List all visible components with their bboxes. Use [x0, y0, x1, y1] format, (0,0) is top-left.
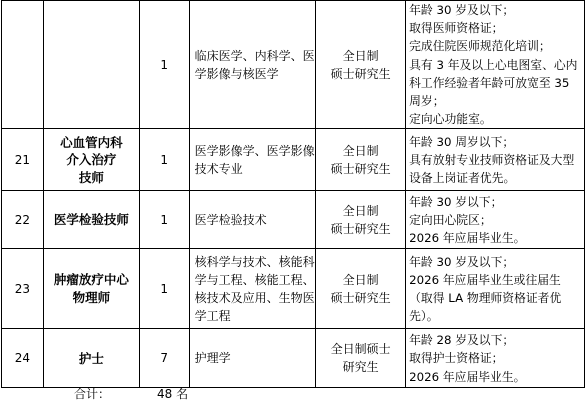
- major-cell: 医学检验技术: [189, 191, 316, 249]
- row-index-cell: [2, 1, 44, 129]
- row-index-cell: 24: [2, 329, 44, 388]
- table-row: [2, 1, 585, 129]
- total-value: 48 名: [157, 387, 189, 401]
- count-cell: 1: [139, 129, 189, 191]
- position-cell: 肿瘤放疗中心 物理师: [43, 249, 139, 329]
- count-cell: 1: [139, 1, 189, 129]
- position-cell: 医学检验技师: [43, 191, 139, 249]
- table-row: [2, 249, 585, 329]
- total-label: 合计：: [74, 387, 111, 401]
- position-cell: 心血管内科 介入治疗 技师: [43, 129, 139, 191]
- requirements-cell: 年龄 30 岁及以下； 2026 年应届毕业生或往届生（取得 LA 物理师资格证者优先）。: [406, 249, 585, 329]
- education-cell: 全日制 硕士研究生: [316, 191, 406, 249]
- row-index-cell: 21: [2, 129, 44, 191]
- recruitment-table: [1, 0, 585, 388]
- row-index-cell: 23: [2, 249, 44, 329]
- position-cell: [43, 1, 139, 129]
- education-cell: 全日制硕士 研究生: [316, 329, 406, 388]
- count-cell: 7: [139, 329, 189, 388]
- requirements-cell: 年龄 28 岁及以下； 取得护士资格证； 2026 年应届毕业生。: [406, 329, 585, 388]
- row-index-cell: 22: [2, 191, 44, 249]
- education-cell: 全日制 硕士研究生: [316, 1, 406, 129]
- requirements-cell: 年龄 30 周岁以下； 具有放射专业技师资格证及大型设备上岗证者优先。: [406, 129, 585, 191]
- count-cell: 1: [139, 191, 189, 249]
- major-cell: 医学影像学、医学影像技术专业: [189, 129, 316, 191]
- table-row: [2, 191, 585, 249]
- requirements-cell: 年龄 30 岁及以下； 取得医师资格证； 完成住院医师规范化培训； 具有 3 年及以上心电图室、心内科工作经验者年龄可放宽至 35 周岁； 定向心功能室。: [406, 1, 585, 129]
- position-cell: 护士: [43, 329, 139, 388]
- education-cell: 全日制 硕士研究生: [316, 129, 406, 191]
- major-cell: 护理学: [189, 329, 316, 388]
- table-row: [2, 329, 585, 388]
- major-cell: 临床医学、内科学、医学影像与核医学: [189, 1, 316, 129]
- major-cell: 核科学与技术、核能科学与工程、核能工程、核技术及应用、生物医学工程: [189, 249, 316, 329]
- count-cell: 1: [139, 249, 189, 329]
- education-cell: 全日制 硕士研究生: [316, 249, 406, 329]
- requirements-cell: 年龄 30 岁以下； 定向田心院区； 2026 年应届毕业生。: [406, 191, 585, 249]
- table-row: [2, 129, 585, 191]
